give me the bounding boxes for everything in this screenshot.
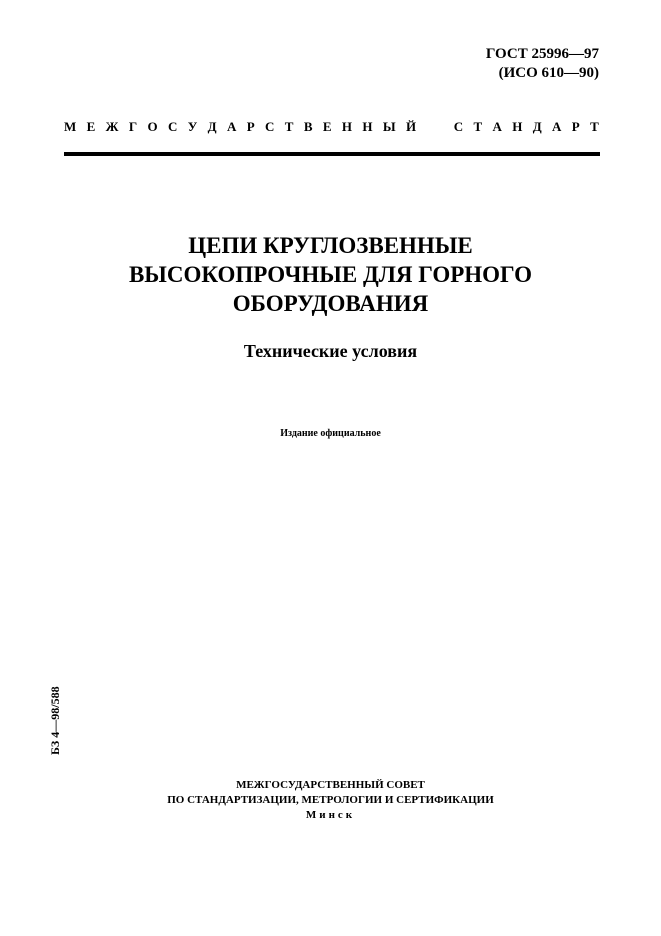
banner-letter: А <box>552 119 562 134</box>
banner-letter: М <box>64 119 77 134</box>
banner-letter: Н <box>362 119 373 134</box>
banner-letter: Д <box>207 119 217 134</box>
banner-letter: Ы <box>382 119 396 134</box>
title-line-3: ОБОРУДОВАНИЯ <box>232 291 429 316</box>
publisher-city: Минск <box>305 809 356 821</box>
interstate-standard-banner <box>64 119 599 135</box>
banner-letter: Р <box>246 119 255 134</box>
side-code: БЗ 4—98/588 <box>48 686 62 755</box>
publisher-line-2: ПО СТАНДАРТИЗАЦИИ, МЕТРОЛОГИИ И СЕРТИФИКАЦИИ <box>167 794 494 806</box>
banner-letter: Н <box>341 119 353 134</box>
banner-letter: С <box>168 119 178 134</box>
banner-letter: С <box>453 119 464 134</box>
banner-gap <box>426 119 429 135</box>
banner-letter: Е <box>322 119 332 134</box>
banner-letter: В <box>303 119 313 134</box>
banner-letter: Т <box>473 119 483 134</box>
banner-letter: У <box>187 119 198 134</box>
banner-letter: Ж <box>105 119 119 134</box>
iso-reference: (ИСО 610—90) <box>498 65 599 81</box>
banner-gap <box>440 119 443 135</box>
title-line-2: ВЫСОКОПРОЧНЫЕ ДЛЯ ГОРНОГО <box>128 262 533 287</box>
publisher-block <box>0 778 661 823</box>
standard-number-block <box>486 45 599 83</box>
publisher-line-1: МЕЖГОСУДАРСТВЕННЫЙ СОВЕТ <box>236 779 425 791</box>
standard-number: ГОСТ 25996—97 <box>485 46 599 62</box>
banner-letter: О <box>147 119 158 134</box>
banner-letter: Й <box>405 119 417 134</box>
banner-letter: Т <box>284 119 294 134</box>
banner-letter: Н <box>512 119 523 134</box>
document-title <box>0 231 661 318</box>
title-line-1: ЦЕПИ КРУГЛОЗВЕННЫЕ <box>188 233 473 258</box>
banner-letter: А <box>226 119 237 134</box>
banner-letter: Г <box>128 119 138 134</box>
banner-letter: Р <box>571 119 580 134</box>
banner-letter: Е <box>86 119 96 134</box>
banner-letter: Т <box>590 119 599 134</box>
header-rule <box>64 152 600 156</box>
document-subtitle: Технические условия <box>243 341 418 361</box>
banner-letter: Д <box>532 119 542 134</box>
edition-note: Издание официальное <box>280 428 381 439</box>
banner-letter: А <box>492 119 502 134</box>
banner-letter: С <box>265 119 275 134</box>
